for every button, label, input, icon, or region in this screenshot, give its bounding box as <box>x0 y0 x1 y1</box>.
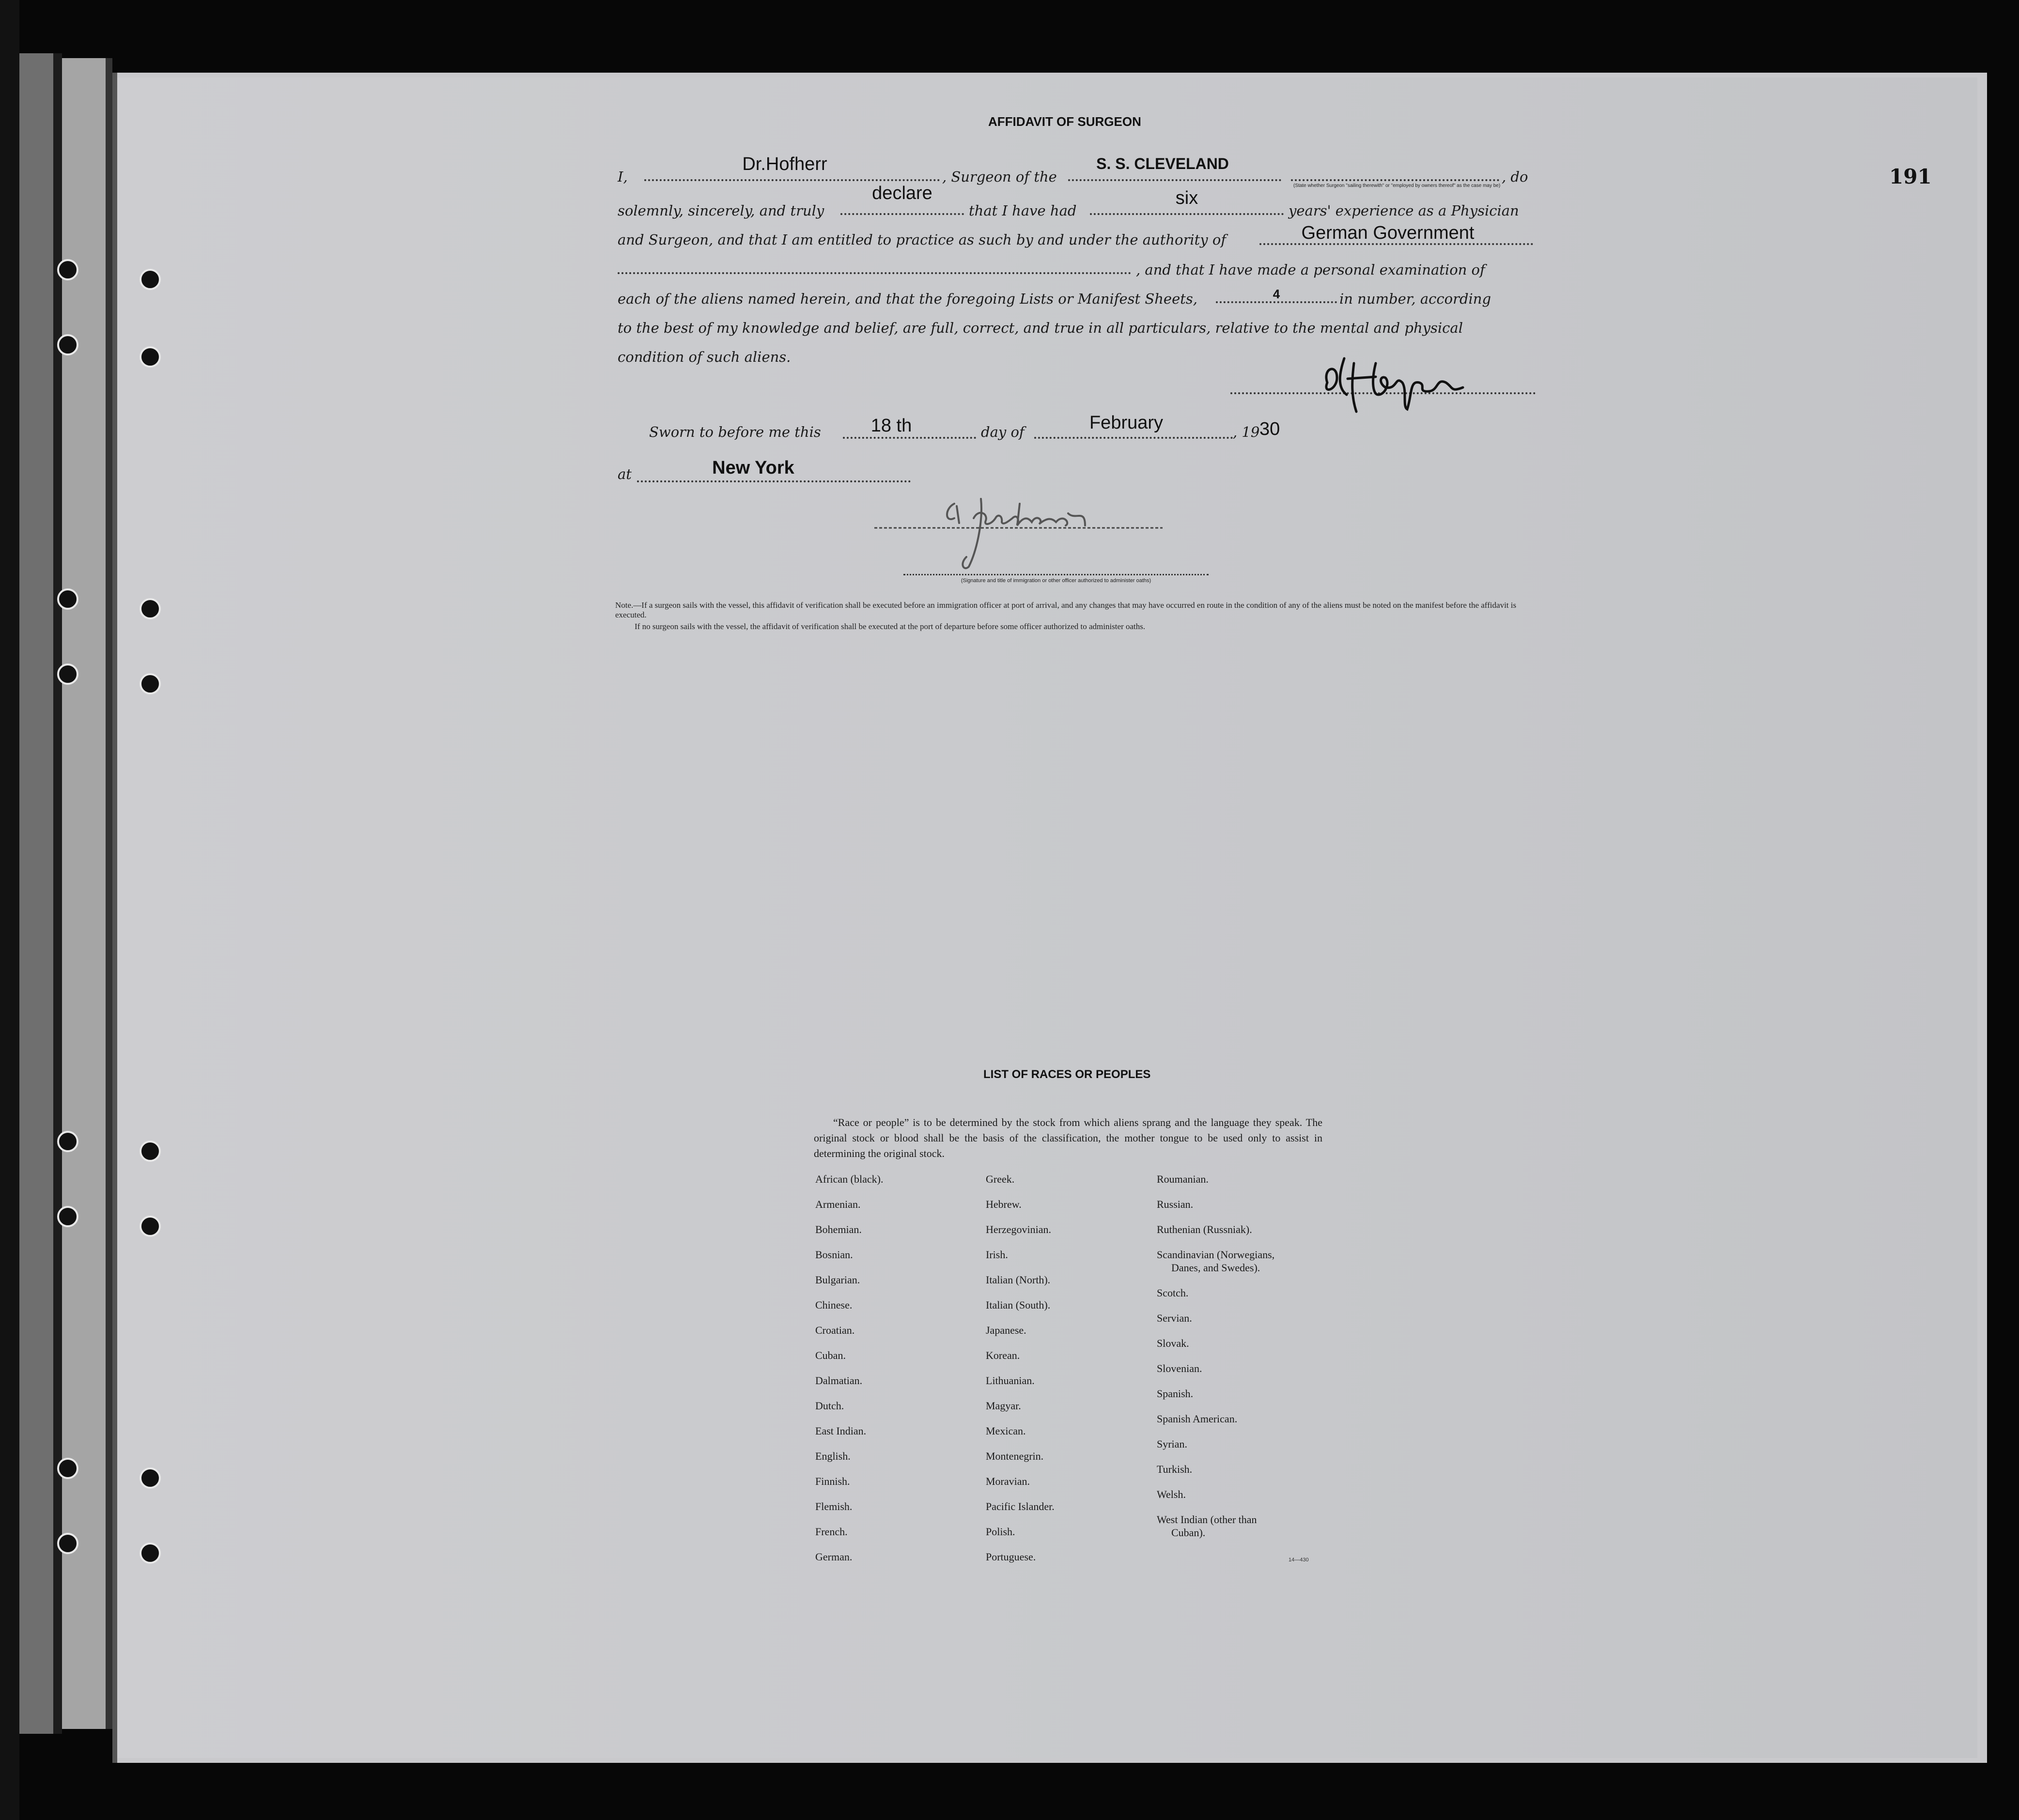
race-item: Hebrew. <box>986 1198 1022 1210</box>
surgeon-name: Dr.Hofherr <box>742 154 827 174</box>
form-number: 14—430 <box>1289 1557 1309 1563</box>
page-hole <box>140 1467 161 1489</box>
race-item: Montenegrin. <box>986 1450 1044 1462</box>
race-item: Scotch. <box>1157 1287 1189 1299</box>
affidavit-surgeon-of: , Surgeon of the <box>942 169 1057 185</box>
sworn-day-line <box>843 437 976 439</box>
race-item: Servian. <box>1157 1312 1192 1324</box>
place-line <box>637 480 911 482</box>
race-item: Russian. <box>1157 1198 1194 1210</box>
race-item: Japanese. <box>986 1324 1026 1336</box>
race-item: Cuban. <box>815 1349 846 1361</box>
page-hole <box>140 269 161 290</box>
race-item: Polish. <box>986 1526 1015 1538</box>
race-item: Armenian. <box>815 1198 861 1210</box>
affidavit-title: AFFIDAVIT OF SURGEON <box>988 114 1141 129</box>
binder-hole <box>57 259 78 280</box>
race-item: Portuguese. <box>986 1551 1036 1563</box>
race-item: Dutch. <box>815 1400 844 1412</box>
page-number: 191 <box>1889 165 1932 188</box>
affidavit-line2a: solemnly, sincerely, and truly <box>618 202 824 219</box>
affidavit-note: Note.—If a surgeon sails with the vessel, this affidavit of verification shall be executed before an immigration officer at port of arrival, and any changes that may have occurred en route in the condition of any of the aliens must be noted on the manifest before the affidavit is executed. <box>615 601 1517 620</box>
sworn-century: , 19 <box>1233 424 1260 440</box>
affidavit-line6: to the best of my knowledge and belief, are full, correct, and true in all particulars, relative to the mental and physical <box>618 320 1463 336</box>
page-hole <box>140 598 161 619</box>
affidavit-line3: and Surgeon, and that I am entitled to practice as such by and under the authority of <box>618 231 1227 248</box>
races-column-1 <box>815 1173 883 1576</box>
page-hole <box>140 1216 161 1237</box>
sworn-month: February <box>1089 413 1164 433</box>
authority-value: German Government <box>1301 223 1475 243</box>
race-item: West Indian (other than <box>1157 1513 1257 1526</box>
sworn-place: New York <box>712 458 794 478</box>
race-item: Ruthenian (Russniak). <box>1157 1223 1252 1235</box>
race-item: Mexican. <box>986 1425 1026 1437</box>
race-item: Korean. <box>986 1349 1020 1361</box>
officer-caption: (Signature and title of immigration or other officer authorized to administer oaths) <box>961 578 1151 584</box>
page-hole <box>140 1141 161 1162</box>
race-item: Bulgarian. <box>815 1274 860 1286</box>
race-item: African (black). <box>815 1173 884 1185</box>
years-line <box>1090 213 1284 215</box>
vessel-name: S. S. CLEVELAND <box>1096 155 1229 172</box>
race-item: Danes, and Swedes). <box>1171 1262 1260 1274</box>
race-item: Finnish. <box>815 1475 850 1487</box>
page-hole <box>140 346 161 368</box>
sailing-line <box>1291 179 1499 181</box>
race-item: Italian (South). <box>986 1299 1051 1311</box>
race-item: Welsh. <box>1157 1488 1186 1500</box>
binder-edge <box>0 0 19 1820</box>
affidavit-line2c: years' experience as a Physician <box>1289 202 1519 219</box>
surgeon-signature <box>1318 349 1492 416</box>
race-item: Turkish. <box>1157 1463 1193 1475</box>
years-value: six <box>1175 188 1198 208</box>
race-item: Pacific Islander. <box>986 1500 1055 1512</box>
affidavit-line2b: that I have had <box>969 202 1077 219</box>
declare-value: declare <box>872 183 932 203</box>
binder-hole <box>57 588 78 610</box>
affidavit-i: I, <box>618 169 628 185</box>
authority-line-2 <box>618 272 1131 274</box>
race-item: English. <box>815 1450 851 1462</box>
sheets-value: 4 <box>1273 287 1280 301</box>
vessel-line <box>1068 179 1281 181</box>
officer-signature-line <box>903 574 1209 575</box>
sworn-year: 30 <box>1259 419 1280 439</box>
page-hole <box>140 673 161 694</box>
race-item: Bosnian. <box>815 1249 853 1261</box>
sworn-month-line <box>1034 437 1233 439</box>
race-item: Roumanian. <box>1157 1173 1209 1185</box>
affidavit-line5b: in number, according <box>1339 291 1491 307</box>
binder-hole <box>57 1533 78 1554</box>
race-item: Chinese. <box>815 1299 853 1311</box>
race-item: Cuban). <box>1171 1527 1206 1539</box>
sworn-label: Sworn to before me this <box>649 424 821 440</box>
race-item: Italian (North). <box>986 1274 1051 1286</box>
races-column-3 <box>1157 1173 1274 1552</box>
page-hole <box>140 1542 161 1564</box>
officer-signature <box>872 479 1221 576</box>
races-title: LIST OF RACES OR PEOPLES <box>983 1068 1151 1081</box>
sworn-day-of: day of <box>981 424 1025 440</box>
affidavit-do: , do <box>1502 169 1528 185</box>
race-item: Spanish American. <box>1157 1413 1238 1425</box>
race-item: Bohemian. <box>815 1223 862 1235</box>
race-item: Slovak. <box>1157 1337 1189 1349</box>
race-item: Dalmatian. <box>815 1374 863 1387</box>
race-item: German. <box>815 1551 853 1563</box>
races-intro: “Race or people” is to be determined by the stock from which aliens sprang and the language they speak. The original stock or blood shall be the basis of the classification, the mother tongue to be used only to assist in determining the original stock. <box>814 1116 1322 1159</box>
races-column-2 <box>986 1173 1055 1576</box>
race-item: Croatian. <box>815 1324 855 1336</box>
race-item: Moravian. <box>986 1475 1030 1487</box>
race-item: East Indian. <box>815 1425 867 1437</box>
binder-hole <box>57 334 78 355</box>
race-item: Herzegovinian. <box>986 1223 1051 1235</box>
race-item: Irish. <box>986 1249 1008 1261</box>
affidavit-line5a: each of the aliens named herein, and that the foregoing Lists or Manifest Sheets, <box>618 291 1198 307</box>
affidavit-line4: , and that I have made a personal examination of <box>1136 262 1485 278</box>
race-item: Lithuanian. <box>986 1374 1035 1387</box>
race-item: Greek. <box>986 1173 1015 1185</box>
race-item: Syrian. <box>1157 1438 1187 1450</box>
name-line <box>644 179 940 181</box>
race-item: Magyar. <box>986 1400 1021 1412</box>
race-item: French. <box>815 1526 848 1538</box>
sworn-day: 18 th <box>870 416 912 436</box>
race-item: Spanish. <box>1157 1388 1194 1400</box>
race-item: Scandinavian (Norwegians, <box>1157 1249 1275 1261</box>
affidavit-note-2: If no surgeon sails with the vessel, the affidavit of verification shall be executed at the port of departure before some officer authorized to administer oaths. <box>635 622 1146 631</box>
affidavit-line7: condition of such aliens. <box>618 349 791 365</box>
binder-hole <box>57 663 78 685</box>
at-label: at <box>618 466 632 482</box>
state-hint: (State whether Surgeon "sailing therewith" or "employed by owners thereof" as the case may be) <box>1293 183 1501 188</box>
previous-page-edge <box>19 53 62 1734</box>
race-item: Slovenian. <box>1157 1362 1202 1374</box>
binder-hole <box>57 1131 78 1152</box>
race-item: Flemish. <box>815 1500 853 1512</box>
binder-hole <box>57 1458 78 1479</box>
declare-line <box>840 213 964 215</box>
binder-hole <box>57 1206 78 1227</box>
